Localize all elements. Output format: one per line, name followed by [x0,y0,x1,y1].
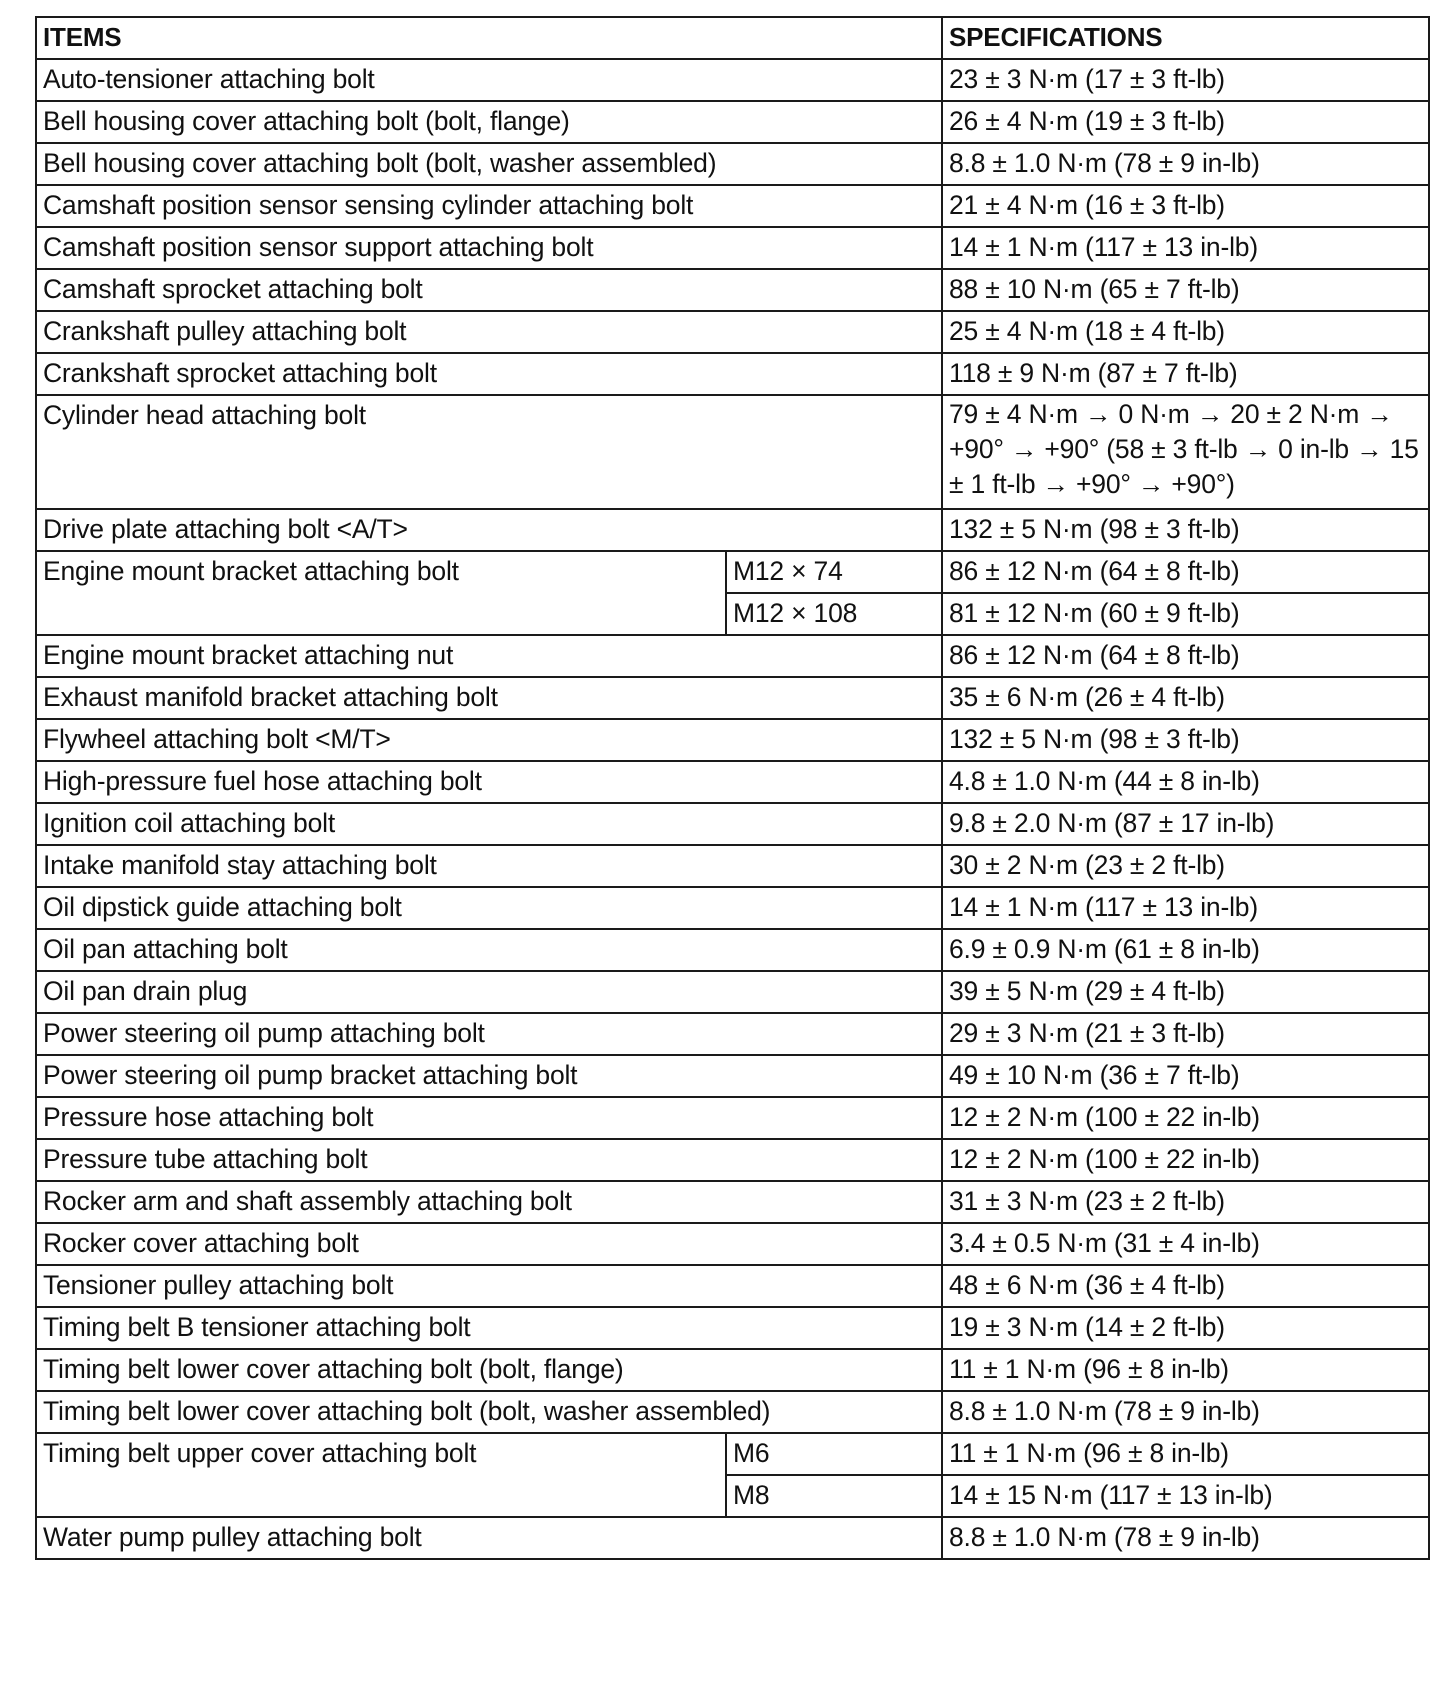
bolt-size-cell: M12 × 74 [726,551,942,593]
table-header-row [36,17,1429,59]
item-cell: Water pump pulley attaching bolt [36,1517,942,1559]
spec-cell: 88 ± 10 N·m (65 ± 7 ft-lb) [942,269,1429,311]
spec-cell: 49 ± 10 N·m (36 ± 7 ft-lb) [942,1055,1429,1097]
items-column-header: ITEMS [36,17,942,59]
table-row [36,1433,1429,1475]
spec-cell: 19 ± 3 N·m (14 ± 2 ft-lb) [942,1307,1429,1349]
spec-cell: 26 ± 4 N·m (19 ± 3 ft-lb) [942,101,1429,143]
spec-cell: 14 ± 1 N·m (117 ± 13 in-lb) [942,227,1429,269]
item-cell: Timing belt lower cover attaching bolt (bolt, flange) [36,1349,942,1391]
item-cell: Timing belt lower cover attaching bolt (bolt, washer assembled) [36,1391,942,1433]
spec-cell: 39 ± 5 N·m (29 ± 4 ft-lb) [942,971,1429,1013]
item-cell: Cylinder head attaching bolt [36,395,942,509]
table-body [36,59,1429,1559]
item-cell: Ignition coil attaching bolt [36,803,942,845]
table-row [36,353,1429,395]
item-cell: Intake manifold stay attaching bolt [36,845,942,887]
item-cell: Bell housing cover attaching bolt (bolt, flange) [36,101,942,143]
table-row [36,1391,1429,1433]
spec-cell: 3.4 ± 0.5 N·m (31 ± 4 in-lb) [942,1223,1429,1265]
item-cell: Auto-tensioner attaching bolt [36,59,942,101]
table-row [36,1223,1429,1265]
item-cell: Rocker arm and shaft assembly attaching bolt [36,1181,942,1223]
item-cell: Tensioner pulley attaching bolt [36,1265,942,1307]
item-cell: Camshaft position sensor support attaching bolt [36,227,942,269]
table-row [36,185,1429,227]
table-row [36,1265,1429,1307]
table-row [36,1013,1429,1055]
spec-cell: 12 ± 2 N·m (100 ± 22 in-lb) [942,1139,1429,1181]
item-cell: Power steering oil pump attaching bolt [36,1013,942,1055]
table-row [36,395,1429,509]
table-row [36,929,1429,971]
item-cell: Crankshaft pulley attaching bolt [36,311,942,353]
spec-cell: 79 ± 4 N·m → 0 N·m → 20 ± 2 N·m → +90° → +90° (58 ± 3 ft-lb → 0 in-lb → 15 ± 1 ft-lb → +90° → +90°) [942,395,1429,509]
table-row [36,761,1429,803]
table-row [36,101,1429,143]
specifications-column-header: SPECIFICATIONS [942,17,1429,59]
table-row [36,269,1429,311]
item-cell: Crankshaft sprocket attaching bolt [36,353,942,395]
item-cell: Pressure hose attaching bolt [36,1097,942,1139]
spec-cell: 118 ± 9 N·m (87 ± 7 ft-lb) [942,353,1429,395]
spec-cell: 132 ± 5 N·m (98 ± 3 ft-lb) [942,719,1429,761]
spec-cell: 8.8 ± 1.0 N·m (78 ± 9 in-lb) [942,1391,1429,1433]
spec-cell: 8.8 ± 1.0 N·m (78 ± 9 in-lb) [942,1517,1429,1559]
item-cell: Timing belt B tensioner attaching bolt [36,1307,942,1349]
spec-cell: 30 ± 2 N·m (23 ± 2 ft-lb) [942,845,1429,887]
spec-cell: 4.8 ± 1.0 N·m (44 ± 8 in-lb) [942,761,1429,803]
spec-cell: 14 ± 15 N·m (117 ± 13 in-lb) [942,1475,1429,1517]
table-row [36,887,1429,929]
bolt-size-cell: M8 [726,1475,942,1517]
spec-cell: 48 ± 6 N·m (36 ± 4 ft-lb) [942,1265,1429,1307]
spec-cell: 14 ± 1 N·m (117 ± 13 in-lb) [942,887,1429,929]
spec-cell: 25 ± 4 N·m (18 ± 4 ft-lb) [942,311,1429,353]
spec-cell: 81 ± 12 N·m (60 ± 9 ft-lb) [942,593,1429,635]
spec-cell: 86 ± 12 N·m (64 ± 8 ft-lb) [942,551,1429,593]
item-cell: Oil dipstick guide attaching bolt [36,887,942,929]
table-row [36,845,1429,887]
table-row [36,1097,1429,1139]
table-row [36,551,1429,593]
table-row [36,971,1429,1013]
table-row [36,1349,1429,1391]
bolt-size-cell: M6 [726,1433,942,1475]
spec-cell: 11 ± 1 N·m (96 ± 8 in-lb) [942,1349,1429,1391]
table-row [36,143,1429,185]
item-cell: Pressure tube attaching bolt [36,1139,942,1181]
table-row [36,227,1429,269]
item-cell: Exhaust manifold bracket attaching bolt [36,677,942,719]
item-cell: Oil pan drain plug [36,971,942,1013]
spec-cell: 23 ± 3 N·m (17 ± 3 ft-lb) [942,59,1429,101]
item-cell: Engine mount bracket attaching nut [36,635,942,677]
table-row [36,1517,1429,1559]
spec-cell: 86 ± 12 N·m (64 ± 8 ft-lb) [942,635,1429,677]
item-cell: Camshaft sprocket attaching bolt [36,269,942,311]
item-cell: Oil pan attaching bolt [36,929,942,971]
item-cell: Flywheel attaching bolt <M/T> [36,719,942,761]
table-row [36,677,1429,719]
item-cell: Rocker cover attaching bolt [36,1223,942,1265]
table-row [36,509,1429,551]
spec-cell: 12 ± 2 N·m (100 ± 22 in-lb) [942,1097,1429,1139]
table-row [36,803,1429,845]
spec-cell: 6.9 ± 0.9 N·m (61 ± 8 in-lb) [942,929,1429,971]
item-cell: Drive plate attaching bolt <A/T> [36,509,942,551]
item-cell: High-pressure fuel hose attaching bolt [36,761,942,803]
table-row [36,311,1429,353]
table-row [36,1055,1429,1097]
spec-cell: 9.8 ± 2.0 N·m (87 ± 17 in-lb) [942,803,1429,845]
table-row [36,1139,1429,1181]
item-cell: Engine mount bracket attaching bolt [36,551,726,635]
table-row [36,635,1429,677]
item-cell: Camshaft position sensor sensing cylinder attaching bolt [36,185,942,227]
table-row [36,59,1429,101]
torque-specifications-table [35,16,1430,1560]
spec-cell: 29 ± 3 N·m (21 ± 3 ft-lb) [942,1013,1429,1055]
table-row [36,719,1429,761]
spec-cell: 132 ± 5 N·m (98 ± 3 ft-lb) [942,509,1429,551]
spec-cell: 11 ± 1 N·m (96 ± 8 in-lb) [942,1433,1429,1475]
bolt-size-cell: M12 × 108 [726,593,942,635]
spec-cell: 31 ± 3 N·m (23 ± 2 ft-lb) [942,1181,1429,1223]
item-cell: Power steering oil pump bracket attaching bolt [36,1055,942,1097]
spec-cell: 8.8 ± 1.0 N·m (78 ± 9 in-lb) [942,143,1429,185]
item-cell: Bell housing cover attaching bolt (bolt, washer assembled) [36,143,942,185]
spec-cell: 35 ± 6 N·m (26 ± 4 ft-lb) [942,677,1429,719]
table-row [36,1307,1429,1349]
table-row [36,1181,1429,1223]
spec-cell: 21 ± 4 N·m (16 ± 3 ft-lb) [942,185,1429,227]
item-cell: Timing belt upper cover attaching bolt [36,1433,726,1517]
